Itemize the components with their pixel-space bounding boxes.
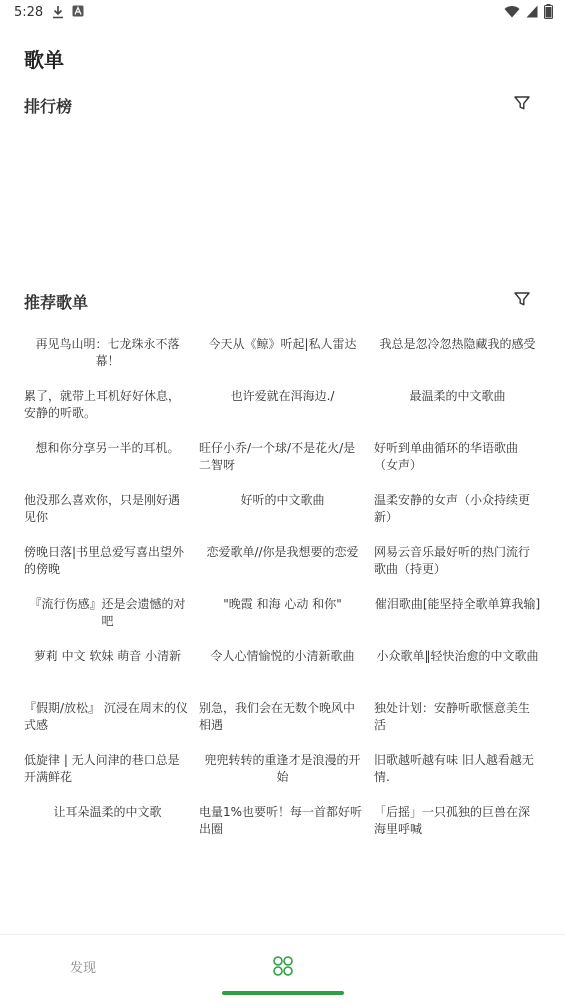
playlist-item[interactable]: 好听到单曲循环的华语歌曲（女声）	[374, 441, 519, 472]
playlist-item[interactable]: 旧歌越听越有味 旧人越看越无情.	[374, 753, 534, 784]
playlist-item[interactable]: 温柔安静的女声（小众持续更新）	[374, 493, 531, 524]
playlist-item[interactable]: 好听的中文歌曲	[240, 493, 325, 507]
ranking-section-header	[24, 94, 541, 122]
playlist-item[interactable]: 「后摇」一只孤独的巨兽在深海里呼喊	[374, 805, 531, 836]
battery-icon	[544, 4, 553, 19]
wifi-icon	[504, 5, 520, 18]
status-bar	[0, 0, 565, 26]
download-icon	[52, 5, 64, 19]
playlist-item[interactable]: 想和你分享另一半的耳机。	[35, 441, 180, 455]
bottom-nav	[0, 934, 565, 1005]
playlist-item[interactable]: 我总是忽冷忽热隐藏我的感受	[379, 337, 536, 351]
playlist-item[interactable]: 『流行伤感』还是会遗憾的对吧	[29, 597, 186, 628]
playlist-item[interactable]: 傍晚日落|书里总爱写喜出望外的傍晚	[24, 545, 185, 576]
status-system-icons	[504, 4, 553, 19]
playlist-item[interactable]: 『假期/放松』 沉浸在周末的仪式感	[24, 701, 188, 732]
playlist-item[interactable]: 再见鸟山明：七龙珠永不落幕！	[35, 337, 180, 368]
playlist-item[interactable]: 低旋律 | 无人问津的巷口总是开满鲜花	[24, 753, 180, 784]
filter-icon[interactable]	[513, 290, 531, 308]
playlist-item[interactable]: 萝莉 中文 软妹 萌音 小清新	[33, 649, 182, 663]
playlist-item[interactable]: 旺仔小乔/一个球/不是花火/是二智呀	[199, 441, 356, 472]
playlist-item[interactable]: 恋爱歌单//你是我想要的恋爱	[206, 545, 359, 559]
playlist-item[interactable]: 让耳朵温柔的中文歌	[53, 805, 162, 819]
playlist-item[interactable]: 今天从《鲸》听起|私人雷达	[208, 337, 357, 351]
playlist-item[interactable]: 别急，我们会在无数个晚风中相遇	[199, 701, 356, 732]
signal-icon	[526, 5, 538, 18]
status-time: 5:28	[14, 5, 44, 20]
recommended-section-header	[24, 290, 541, 318]
playlist-grid	[20, 330, 545, 850]
filter-icon[interactable]	[513, 94, 531, 112]
playlist-item[interactable]: 小众歌单‖轻快治愈的中文歌曲	[376, 649, 539, 663]
playlist-item[interactable]: "晚霞 和海 心动 和你"	[223, 597, 342, 611]
playlist-item[interactable]: 兜兜转转的重逢才是浪漫的开始	[204, 753, 361, 784]
playlist-item[interactable]: 电量1%也要听！每一首都好听出圈	[199, 805, 363, 836]
playlist-item[interactable]: 独处计划：安静听歌惬意美生活	[374, 701, 531, 732]
playlist-item[interactable]: 网易云音乐最好听的热门流行歌曲（持更）	[374, 545, 531, 576]
page-title: 歌单	[24, 48, 64, 72]
playlist-item[interactable]: 令人心情愉悦的小清新歌曲	[210, 649, 355, 663]
app-notification-icon	[72, 5, 84, 17]
grid-icon[interactable]	[272, 955, 294, 977]
home-indicator	[222, 991, 344, 995]
playlist-item[interactable]: 催泪歌曲[能坚持全歌单算我输]	[374, 597, 541, 611]
playlist-item[interactable]: 他没那么喜欢你，只是刚好遇见你	[24, 493, 181, 524]
nav-discover[interactable]: 发现	[70, 961, 97, 976]
playlist-item[interactable]: 也许爱就在洱海边./	[230, 389, 335, 403]
ranking-section-title: 排行榜	[24, 97, 73, 116]
recommended-section-title: 推荐歌单	[24, 293, 89, 312]
playlist-item[interactable]: 累了，就带上耳机好好休息，安静的听歌。	[24, 389, 181, 420]
playlist-item[interactable]: 最温柔的中文歌曲	[409, 389, 506, 403]
status-notification-icons	[52, 5, 84, 19]
